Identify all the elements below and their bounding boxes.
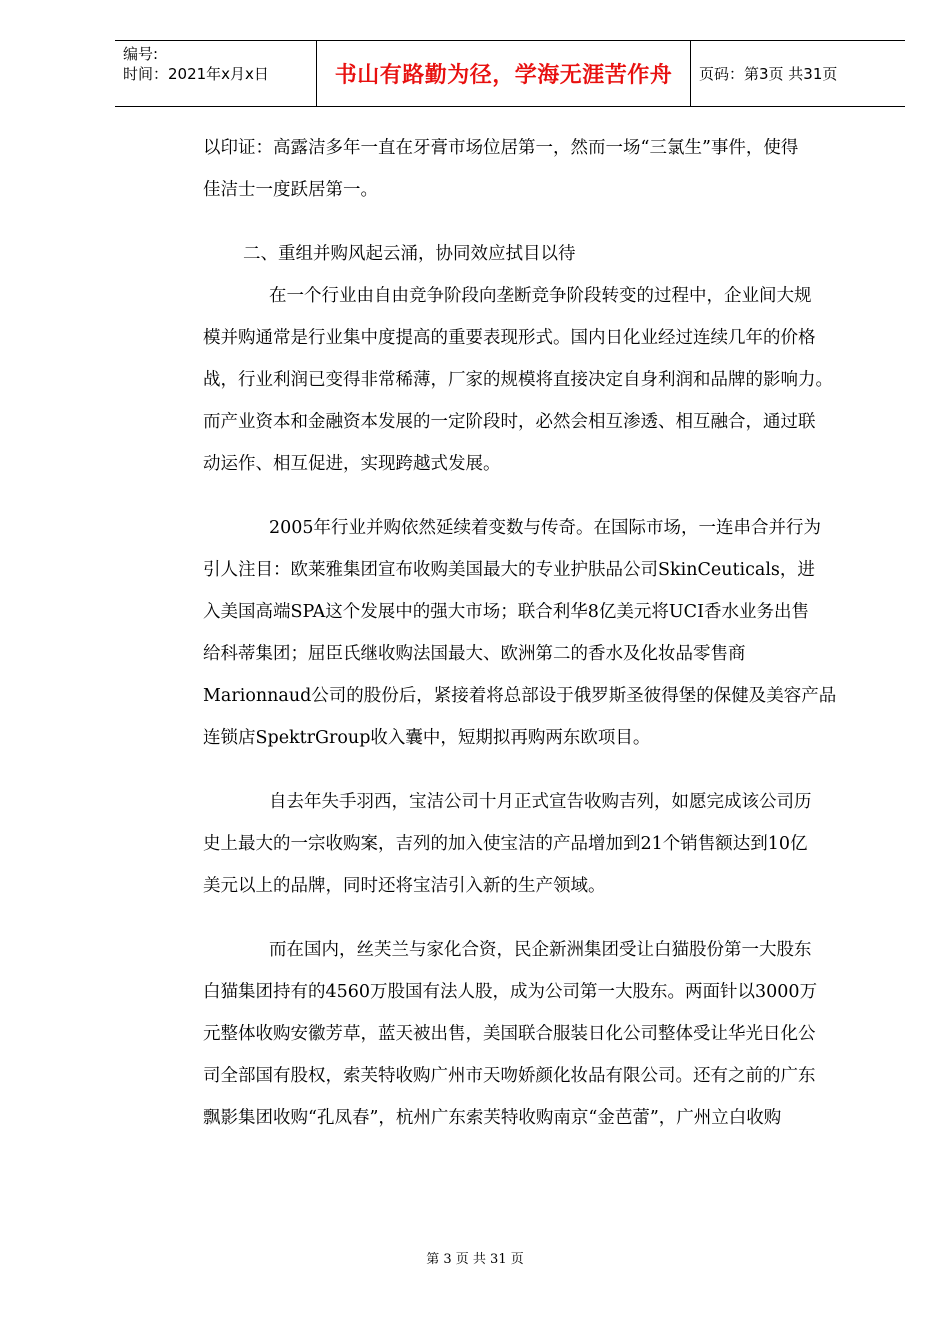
page-indicator: 页码：第3页 共31页 [699,65,838,83]
text-line: 飘影集团收购“孔凤春”，杭州广东索芙特收购南京“金芭蕾”，广州立白收购 [203,1108,782,1128]
document-number: 编号: [123,45,159,63]
text-line: 白猫集团持有的4560万股国有法人股，成为公司第一大股东。两面针以3000万 [203,982,818,1002]
text-line: 以印证：高露洁多年一直在牙膏市场位居第一，然而一场“三氯生”事件，使得 [203,138,799,158]
text-line: 而在国内，丝芙兰与家化合资，民企新洲集团受让白猫股份第一大股东 [269,940,812,960]
text-line: 入美国高端SPA这个发展中的强大市场；联合利华8亿美元将UCI香水业务出售 [203,602,809,622]
document-time: 时间：2021年x月x日 [123,65,269,83]
text-line: 而产业资本和金融资本发展的一定阶段时，必然会相互渗透、相互融合，通过联 [203,412,816,432]
text-line: 2005年行业并购依然延续着变数与传奇。在国际市场，一连串合并行为 [269,518,822,538]
text-line: 元整体收购安徽芳草，蓝天被出售，美国联合服装日化公司整体受让华光日化公 [203,1024,816,1044]
header-page-cell [691,41,905,106]
text-line: 战，行业利润已变得非常稀薄，厂家的规模将直接决定自身利润和品牌的影响力。 [203,370,833,390]
text-line: 佳洁士一度跃居第一。 [203,180,378,200]
header-motto-cell [317,41,691,106]
text-line: 自去年失手羽西，宝洁公司十月正式宣告收购吉列，如愿完成该公司历 [269,792,812,812]
text-line: 引人注目：欧莱雅集团宣布收购美国最大的专业护肤品公司SkinCeuticals，进 [203,560,815,580]
text-line: 给科蒂集团；屈臣氏继收购法国最大、欧洲第二的香水及化妆品零售商 [203,644,746,664]
text-line: Marionnaud公司的股份后，紧接着将总部设于俄罗斯圣彼得堡的保健及美容产品 [203,686,837,706]
page-header [115,40,905,107]
text-line: 美元以上的品牌，同时还将宝洁引入新的生产领域。 [203,876,606,896]
text-line: 司全部国有股权，索芙特收购广州市天吻娇颜化妆品有限公司。还有之前的广东 [203,1066,816,1086]
text-line: 在一个行业由自由竞争阶段向垄断竞争阶段转变的过程中，企业间大规 [269,286,812,306]
page-footer: 第 3 页 共 31 页 [426,1252,524,1267]
motto: 书山有路勤为径，学海无涯苦作舟 [334,63,673,88]
body-text [203,127,883,1139]
header-meta [115,41,317,106]
text-line: 连锁店SpektrGroup收入囊中，短期拟再购两东欧项目。 [203,728,651,748]
text-line: 模并购通常是行业集中度提高的重要表现形式。国内日化业经过连续几年的价格 [203,328,816,348]
text-line: 史上最大的一宗收购案，吉列的加入使宝洁的产品增加到21个销售额达到10亿 [203,834,808,854]
text-line: 动运作、相互促进，实现跨越式发展。 [203,454,501,474]
section-heading: 二、重组并购风起云涌，协同效应拭目以待 [243,244,576,264]
